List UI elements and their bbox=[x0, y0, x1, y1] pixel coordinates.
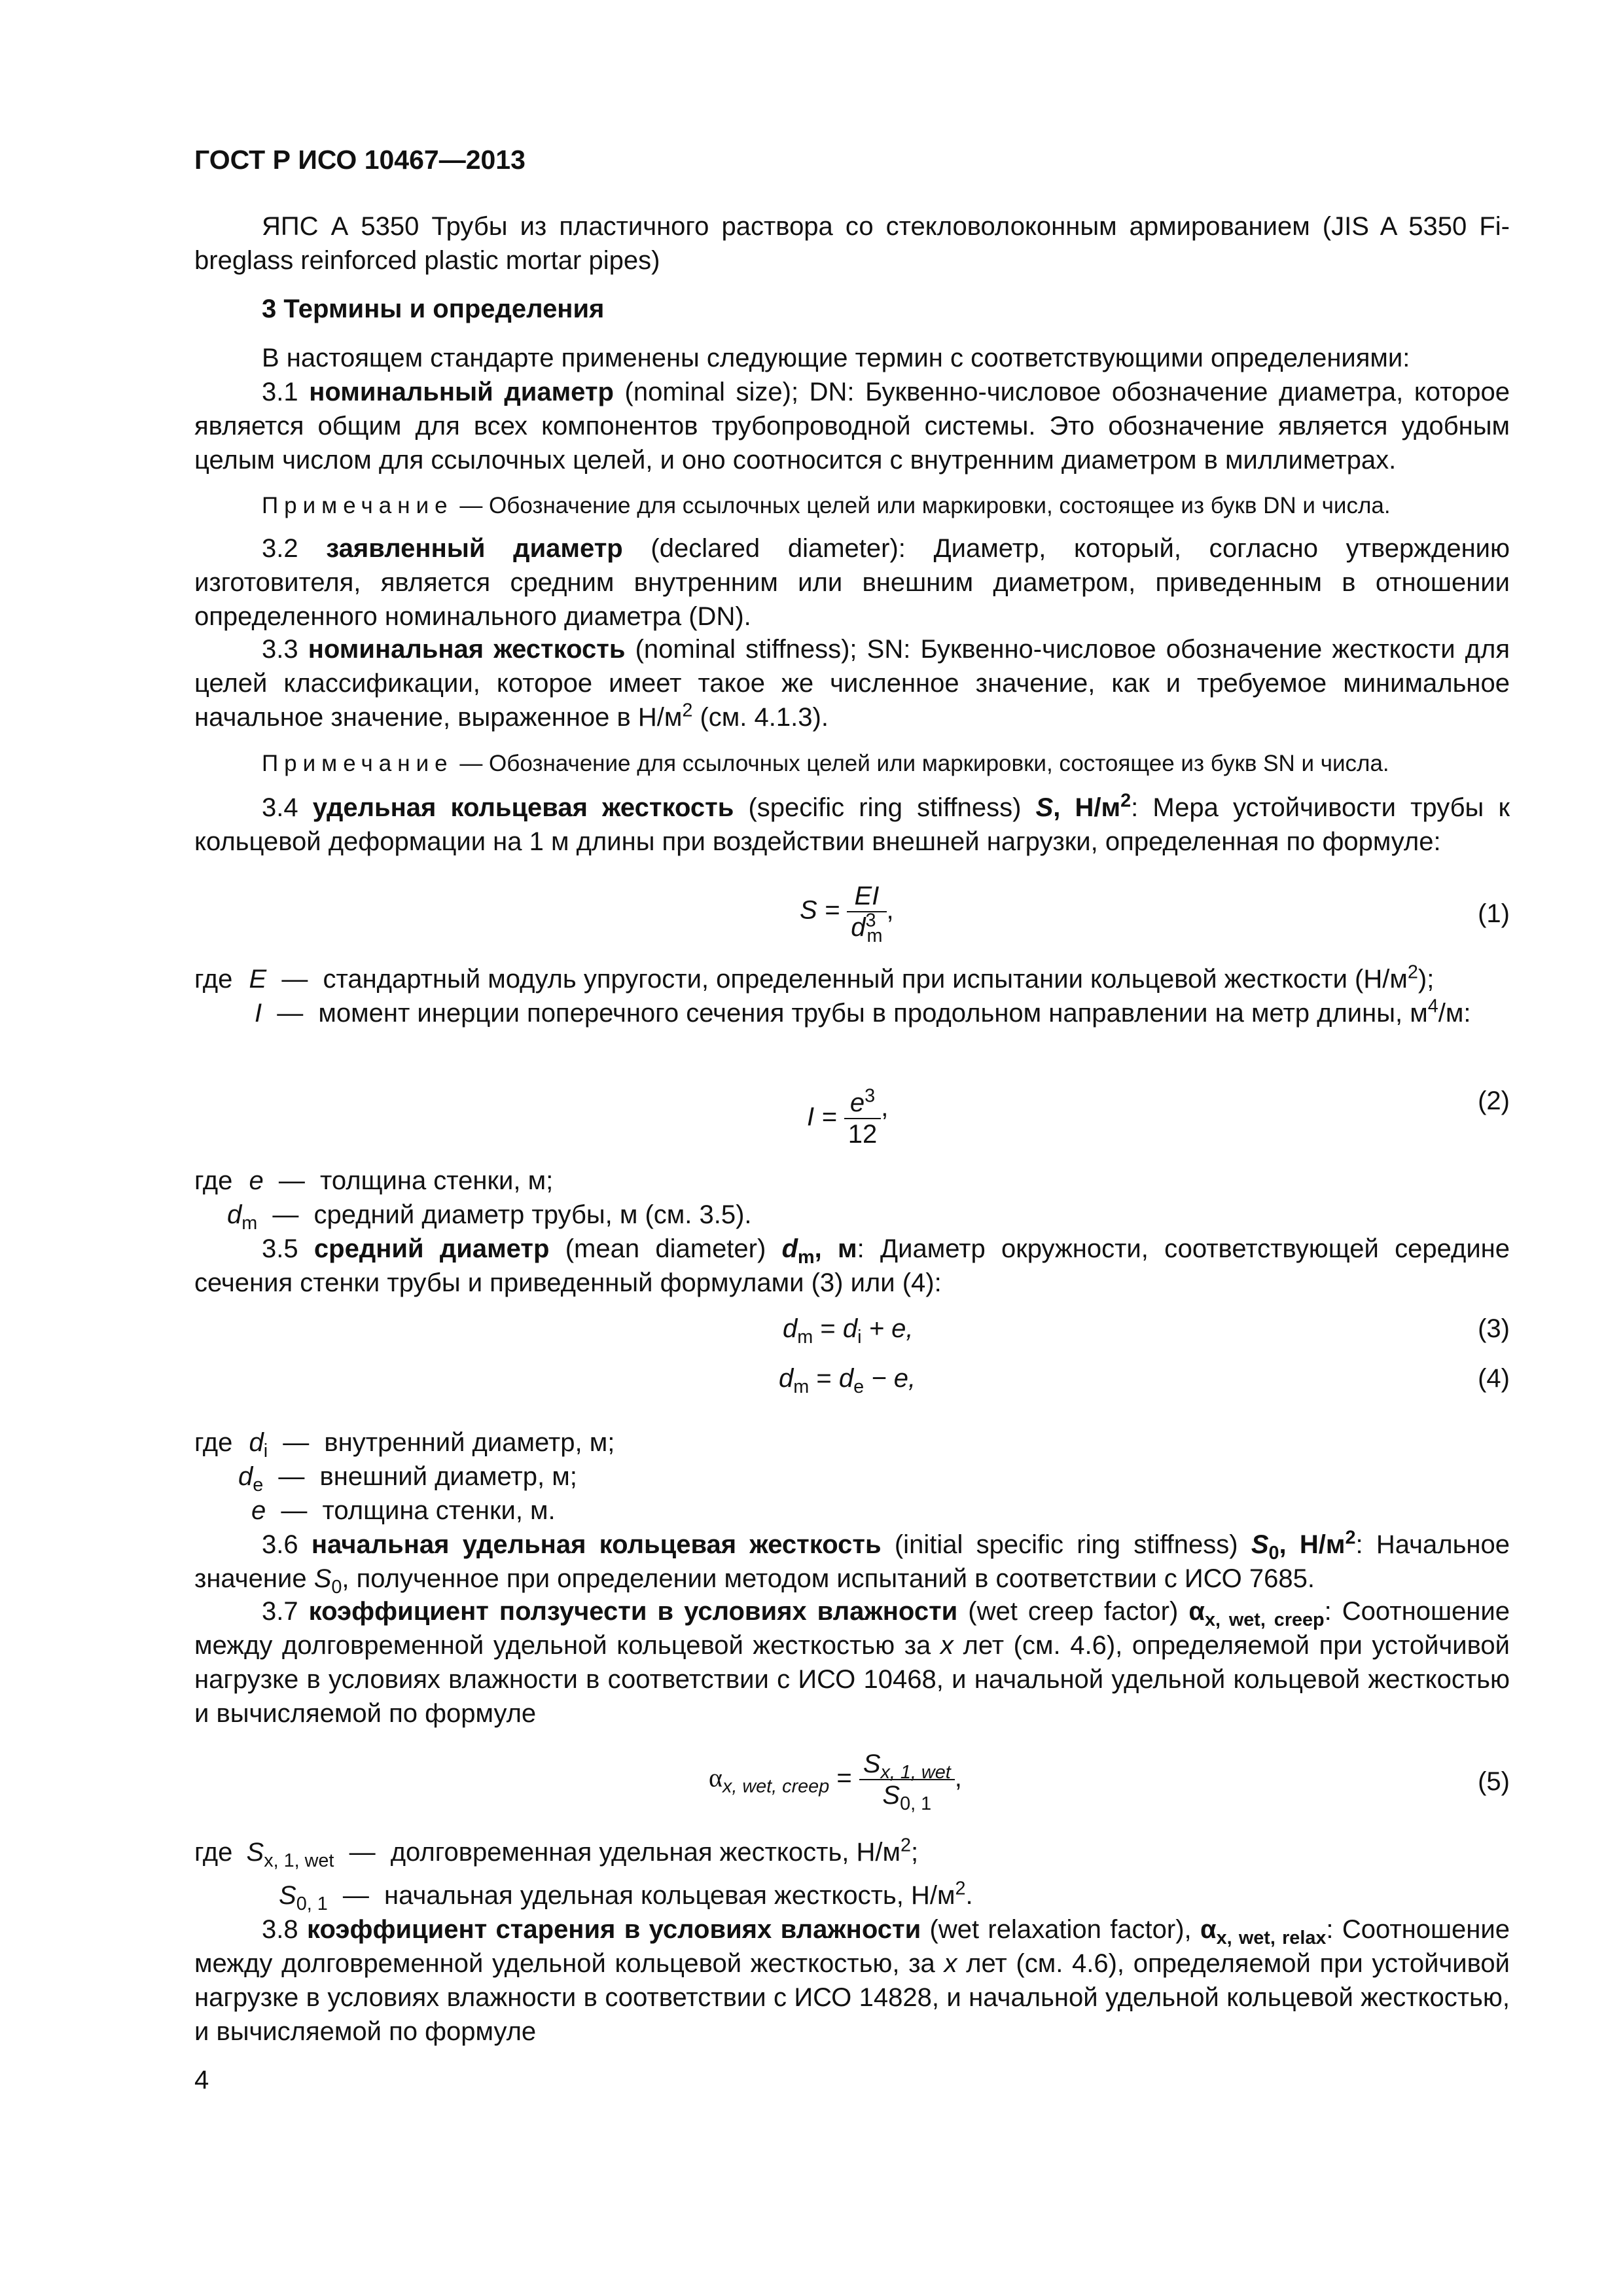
where-dash: — bbox=[278, 1462, 305, 1491]
where-text: средний диаметр трубы, м (см. 3.5). bbox=[313, 1200, 752, 1229]
unit-superscript: 2 bbox=[1345, 1527, 1356, 1549]
term-name: начальная удельная кольцевая жесткость bbox=[311, 1530, 882, 1559]
term-symbol-sub: x, wet, creep bbox=[1204, 1609, 1325, 1630]
where-sub: e bbox=[253, 1475, 264, 1496]
where-item bbox=[238, 1460, 577, 1494]
page-number: 4 bbox=[194, 2066, 209, 2094]
eq-fraction bbox=[844, 1085, 882, 1149]
eq-den-sub: 0, 1 bbox=[900, 1793, 932, 1814]
eq-rest: − e, bbox=[864, 1364, 916, 1393]
term-name: коэффициент старения в условиях влажности bbox=[306, 1915, 921, 1944]
section-heading: 3 Термины и определения bbox=[262, 295, 605, 323]
eq-denominator bbox=[847, 910, 886, 946]
eq-var: α bbox=[709, 1763, 722, 1793]
term-definition: : Соотношение между долговременной удельной кольцевой жесткостью, за bbox=[194, 1915, 1510, 1978]
term-number: 3.2 bbox=[262, 534, 298, 563]
document-header-title: ГОСТ Р ИСО 10467—2013 bbox=[194, 145, 526, 175]
term-number: 3.8 bbox=[262, 1915, 298, 1944]
eq-fraction bbox=[847, 881, 886, 946]
where-item bbox=[194, 962, 1434, 996]
term-unit: , м bbox=[814, 1234, 857, 1263]
note-text: — Обозначение для ссылочных целей или маркировки, состоящее из букв DN и числа. bbox=[459, 493, 1391, 518]
where-dash: — bbox=[349, 1838, 376, 1867]
term-name: удельная кольцевая жесткость bbox=[312, 793, 734, 822]
eq-num-sub: x, 1, wet bbox=[880, 1762, 951, 1783]
where-text: толщина стенки, м; bbox=[320, 1166, 554, 1195]
eq-num-base: S bbox=[863, 1749, 881, 1778]
equation-4 bbox=[779, 1361, 916, 1395]
where-dash: — bbox=[281, 965, 308, 994]
where-symbol: d bbox=[227, 1200, 242, 1229]
where-text: внутренний диаметр, м; bbox=[324, 1428, 615, 1457]
where-sup: 2 bbox=[955, 1878, 966, 1899]
where-text: стандартный модуль упругости, определенный при испытании кольцевой жесткости (Н/м bbox=[323, 965, 1408, 994]
term-name: номинальная жесткость bbox=[308, 635, 626, 664]
term-name: средний диаметр bbox=[313, 1234, 550, 1263]
where-item bbox=[227, 1198, 752, 1232]
note-label: Примечание bbox=[262, 493, 454, 518]
eq-tail: , bbox=[881, 1093, 889, 1122]
eq-lhs: I = bbox=[807, 1102, 837, 1132]
where-dash: — bbox=[277, 999, 304, 1028]
eq-tail: , bbox=[954, 1763, 962, 1793]
where-sub: x, 1, wet bbox=[264, 1850, 334, 1871]
eq-numerator bbox=[844, 1085, 882, 1119]
term-definition: : Диаметр окружности, соответствующей середине сечения стенки трубы и приведенный формулами (3) или (4): bbox=[194, 1234, 1510, 1297]
where-symbol: e bbox=[249, 1166, 264, 1195]
eq-var-sub: i bbox=[857, 1327, 862, 1348]
unit-superscript: 2 bbox=[682, 700, 693, 721]
eq-tail: , bbox=[886, 895, 894, 925]
where-symbol: S bbox=[279, 1881, 296, 1910]
where-symbol: I bbox=[255, 999, 262, 1028]
equation-1 bbox=[800, 881, 894, 946]
where-item bbox=[279, 1878, 973, 1912]
equation-number-3: (3) bbox=[1478, 1314, 1510, 1343]
term-english: (wet relaxation factor), bbox=[929, 1915, 1192, 1944]
where-sup: 2 bbox=[901, 1835, 912, 1856]
term-number: 3.7 bbox=[262, 1597, 298, 1626]
term-definition: : Мера устойчивости трубы к кольцевой деформации на 1 м длины при воздействии внешней нагрузки, определенная по формуле: bbox=[194, 793, 1510, 856]
where-dash: — bbox=[281, 1496, 308, 1525]
term-english: (wet creep factor) bbox=[968, 1597, 1179, 1626]
eq-fraction bbox=[859, 1749, 955, 1814]
term-definition: : Соотношение между долговременной удельной кольцевой жесткостью за bbox=[194, 1597, 1510, 1660]
equation-2 bbox=[807, 1085, 889, 1149]
eq-var: d bbox=[779, 1364, 794, 1393]
eq-num-base: e bbox=[849, 1088, 865, 1117]
where-lead: где bbox=[194, 1428, 233, 1457]
eq-den-base: d bbox=[851, 913, 866, 942]
eq-var: d bbox=[838, 1364, 854, 1393]
note-3-1 bbox=[262, 489, 1391, 523]
where-text: момент инерции поперечного сечения трубы в продольном направлении на метр длины, м bbox=[318, 999, 1428, 1028]
term-definition-end: лет (см. 4.6), определяемой при устойчивой нагрузке в условиях влажности в соответствии с ИСО 14828, и начальной удельной кольцевой жесткостью, и вычисляемой по формуле bbox=[194, 1949, 1510, 2046]
where-item bbox=[194, 1835, 918, 1869]
term-definition-end: лет (см. 4.6), определяемой при устойчивой нагрузке в условиях влажности в соответствии с ИСО 10468, и начальной удельной кольцевой жесткостью и вычисляемой по формуле bbox=[194, 1631, 1510, 1728]
intro-line-1: ЯПС А 5350 Трубы из пластичного раствора со стекловолоконным армированием (JIS A 5350 Fi- bbox=[262, 212, 1510, 241]
where-sub: i bbox=[263, 1441, 268, 1462]
eq-num-sup: 3 bbox=[865, 1085, 876, 1107]
term-definition: (nominal size); DN: Буквенно-числовое обозначение диаметра, которое является общим для всех компонентов трубопроводной системы. Это обозначение является удобным целым числом для ссылочных целей, и оно соотносится с внутренним диаметром в миллиметрах. bbox=[194, 378, 1510, 475]
term-definition-end: (см. 4.1.3). bbox=[692, 703, 829, 732]
inline-symbol-sub: 0 bbox=[331, 1577, 342, 1598]
eq-op: = bbox=[829, 1763, 859, 1793]
term-name: номинальный диаметр bbox=[309, 378, 614, 406]
term-unit: , Н/м bbox=[1279, 1530, 1346, 1559]
term-3-3 bbox=[194, 632, 1510, 734]
where-item bbox=[255, 996, 1471, 1030]
term-number: 3.6 bbox=[262, 1530, 298, 1559]
eq-var-sub: m bbox=[793, 1376, 810, 1397]
term-3-1 bbox=[194, 375, 1510, 477]
term-symbol: d bbox=[781, 1234, 798, 1263]
term-symbol: S bbox=[1251, 1530, 1269, 1559]
note-label: Примечание bbox=[262, 751, 454, 776]
term-unit: , Н/м bbox=[1053, 793, 1121, 822]
equation-number-1: (1) bbox=[1478, 899, 1510, 928]
eq-var: d bbox=[842, 1314, 858, 1343]
term-english: (specific ring stiffness) bbox=[748, 793, 1022, 822]
term-symbol-sub: x, wet, relax bbox=[1216, 1928, 1327, 1948]
term-definition: (declared diameter): Диаметр, который, согласно утверждению изготовителя, является средним внутренним или внешним диаметром, приведенным в отношении определенного номинального диаметра (DN). bbox=[194, 534, 1510, 631]
where-end: . bbox=[965, 1881, 973, 1910]
note-text: — Обозначение для ссылочных целей или маркировки, состоящее из букв SN и числа. bbox=[459, 751, 1389, 776]
term-english: (initial specific ring stiffness) bbox=[894, 1530, 1238, 1559]
where-lead: где bbox=[194, 1166, 233, 1195]
where-item bbox=[251, 1494, 556, 1528]
unit-superscript: 2 bbox=[1120, 790, 1132, 812]
term-english: (mean diameter) bbox=[565, 1234, 766, 1263]
term-3-6 bbox=[194, 1528, 1510, 1596]
term-definition: (nominal stiffness); SN: Буквенно-числовое обозначение жесткости для целей классификации, которое имеет такое же численное значение, как и требуемое минимальное начальное значение, выраженное в Н/м bbox=[194, 635, 1510, 732]
where-end: /м: bbox=[1438, 999, 1471, 1028]
where-item bbox=[194, 1164, 553, 1198]
where-end: ; bbox=[911, 1838, 919, 1867]
eq-numerator: EI bbox=[847, 881, 886, 912]
eq-den-sup: 3 bbox=[865, 910, 876, 931]
where-symbol: e bbox=[251, 1496, 266, 1525]
term-3-7 bbox=[194, 1594, 1510, 1731]
term-3-5 bbox=[194, 1232, 1510, 1300]
where-symbol: S bbox=[246, 1838, 264, 1867]
intro-line-2: breglass reinforced plastic mortar pipes) bbox=[194, 246, 660, 275]
where-dash: — bbox=[283, 1428, 310, 1457]
where-dash: — bbox=[342, 1881, 369, 1910]
term-definition: : Начальное значение bbox=[194, 1530, 1510, 1593]
eq-op: = bbox=[813, 1314, 843, 1343]
where-lead: где bbox=[194, 965, 233, 994]
term-symbol: α bbox=[1200, 1915, 1217, 1944]
equation-number-5: (5) bbox=[1478, 1767, 1510, 1796]
inline-symbol: x bbox=[940, 1631, 954, 1660]
where-text: начальная удельная кольцевая жесткость, Н/м bbox=[383, 1881, 955, 1910]
term-3-4 bbox=[194, 791, 1510, 859]
where-lead: где bbox=[194, 1838, 233, 1867]
where-symbol: E bbox=[249, 965, 267, 994]
where-dash: — bbox=[272, 1200, 299, 1229]
eq-den-sub: m bbox=[866, 925, 883, 946]
term-number: 3.1 bbox=[262, 378, 298, 406]
eq-rest: + e, bbox=[861, 1314, 914, 1343]
where-text: внешний диаметр, м; bbox=[319, 1462, 577, 1491]
equation-number-4: (4) bbox=[1478, 1364, 1510, 1393]
term-name: заявленный диаметр bbox=[326, 534, 623, 563]
where-symbol: d bbox=[238, 1462, 253, 1491]
eq-var-sub: x, wet, creep bbox=[722, 1776, 830, 1797]
eq-den-base: S bbox=[882, 1781, 901, 1810]
term-symbol: α bbox=[1188, 1597, 1205, 1626]
note-3-3 bbox=[262, 747, 1389, 781]
term-3-8 bbox=[194, 1912, 1510, 2049]
eq-var-sub: e bbox=[853, 1376, 865, 1397]
where-sup: 2 bbox=[1407, 961, 1418, 983]
where-sub: m bbox=[241, 1213, 258, 1234]
term-symbol-sub: 0 bbox=[1268, 1543, 1279, 1564]
term-definition-end: , полученное при определении методом испытаний в соответствии с ИСО 7685. bbox=[342, 1564, 1315, 1593]
eq-denominator bbox=[859, 1780, 955, 1814]
term-number: 3.4 bbox=[262, 793, 298, 822]
term-3-2 bbox=[194, 531, 1510, 634]
eq-lhs: S = bbox=[800, 895, 840, 925]
where-item bbox=[194, 1426, 615, 1460]
term-number: 3.3 bbox=[262, 635, 298, 664]
eq-denominator: 12 bbox=[847, 1120, 878, 1149]
term-symbol: S bbox=[1035, 793, 1054, 822]
where-text: толщина стенки, м. bbox=[322, 1496, 556, 1525]
inline-symbol: x bbox=[944, 1949, 957, 1978]
eq-op: = bbox=[809, 1364, 839, 1393]
eq-numerator bbox=[859, 1749, 955, 1783]
equation-5 bbox=[709, 1749, 962, 1814]
term-symbol-sub: m bbox=[798, 1247, 815, 1268]
term-name: коэффициент ползучести в условиях влажности bbox=[308, 1597, 958, 1626]
where-dash: — bbox=[278, 1166, 305, 1195]
eq-var: d bbox=[783, 1314, 798, 1343]
inline-symbol: S bbox=[313, 1564, 332, 1593]
where-sub: 0, 1 bbox=[296, 1893, 328, 1914]
where-text: долговременная удельная жесткость, Н/м bbox=[390, 1838, 901, 1867]
where-symbol: d bbox=[249, 1428, 264, 1457]
where-sup: 4 bbox=[1427, 996, 1438, 1017]
term-number: 3.5 bbox=[262, 1234, 298, 1263]
where-end: ); bbox=[1418, 965, 1435, 994]
section-lead: В настоящем стандарте применены следующие термин с соответствующими определениями: bbox=[262, 344, 1410, 372]
eq-var-sub: m bbox=[797, 1327, 813, 1348]
equation-number-2: (2) bbox=[1478, 1086, 1510, 1115]
equation-3 bbox=[783, 1312, 913, 1346]
